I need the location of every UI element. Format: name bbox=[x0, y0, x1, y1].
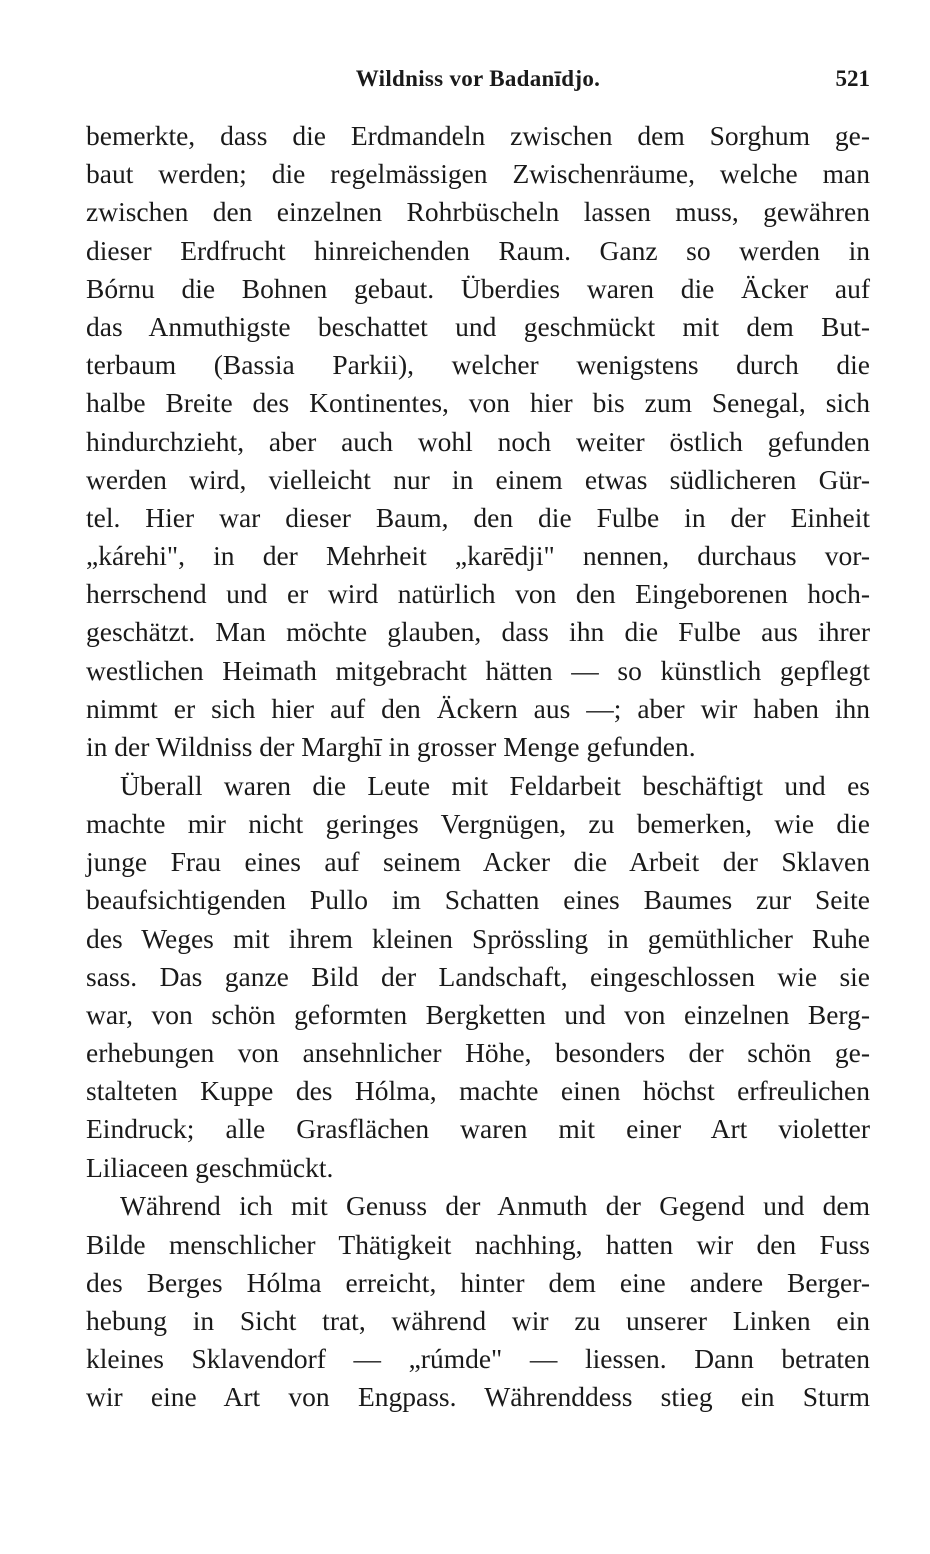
text-line: halbe Breite des Kontinentes, von hier bis zum Senegal, sich bbox=[86, 387, 870, 419]
text-line: erhebungen von ansehnlicher Höhe, besonders der schön ge- bbox=[86, 1037, 870, 1069]
text-line: Bilde menschlicher Thätigkeit nachhing, hatten wir den Fuss bbox=[86, 1228, 870, 1260]
body-text bbox=[86, 117, 870, 1417]
text-line: wir eine Art von Engpass. Währenddess stieg ein Sturm bbox=[86, 1381, 870, 1413]
text-line: dieser Erdfrucht hinreichenden Raum. Ganz so werden in bbox=[86, 234, 870, 266]
text-line: bemerkte, dass die Erdmandeln zwischen dem Sorghum ge- bbox=[86, 120, 870, 151]
text-line: des Berges Hólma erreicht, hinter dem eine andere Berger- bbox=[86, 1266, 870, 1298]
text-line: Überall waren die Leute mit Feldarbeit beschäftigt und es bbox=[120, 769, 870, 801]
text-line: baut werden; die regelmässigen Zwischenräume, welche man bbox=[86, 158, 870, 190]
text-line: stalteten Kuppe des Hólma, machte einen höchst erfreulichen bbox=[86, 1075, 870, 1107]
text-line: „kárehi", in der Mehrheit „karēdji" nennen, durchaus vor- bbox=[86, 540, 870, 572]
text-line: kleines Sklavendorf — „rúmde" — liessen. Dann betraten bbox=[86, 1343, 870, 1375]
running-head: Wildniss vor Badanīdjo. bbox=[355, 66, 601, 91]
text-line: herrschend und er wird natürlich von den Eingeborenen hoch- bbox=[86, 578, 870, 610]
text-line: des Weges mit ihrem kleinen Sprössling in gemüthlicher Ruhe bbox=[86, 922, 870, 954]
text-line: terbaum (Bassia Parkii), welcher wenigstens durch die bbox=[86, 349, 870, 381]
paragraph-1 bbox=[86, 117, 870, 766]
text-line: Eindruck; alle Grasflächen waren mit einer Art violetter bbox=[86, 1113, 870, 1145]
text-line: das Anmuthigste beschattet und geschmückt mit dem But- bbox=[86, 310, 870, 342]
text-line: hebung in Sicht trat, während wir zu unserer Linken ein bbox=[86, 1305, 870, 1336]
text-line: Während ich mit Genuss der Anmuth der Gegend und dem bbox=[120, 1190, 870, 1222]
text-line: war, von schön geformten Bergketten und von einzelnen Berg- bbox=[86, 998, 870, 1030]
text-line: tel. Hier war dieser Baum, den die Fulbe in der Einheit bbox=[86, 501, 870, 533]
text-line: geschätzt. Man möchte glauben, dass ihn die Fulbe aus ihrer bbox=[86, 616, 870, 648]
text-line: nimmt er sich hier auf den Äckern aus —; aber wir haben ihn bbox=[86, 692, 870, 724]
page-header bbox=[86, 66, 870, 102]
paragraph-2 bbox=[86, 767, 870, 1187]
text-line: westlichen Heimath mitgebracht hätten — so künstlich gepflegt bbox=[86, 654, 870, 686]
text-line: beaufsichtigenden Pullo im Schatten eines Baumes zur Seite bbox=[86, 884, 870, 916]
text-line: machte mir nicht geringes Vergnügen, zu bemerken, wie die bbox=[86, 807, 870, 839]
text-line: Bórnu die Bohnen gebaut. Überdies waren die Äcker auf bbox=[86, 272, 870, 304]
text-line: junge Frau eines auf seinem Acker die Arbeit der Sklaven bbox=[86, 846, 870, 878]
text-line: hindurchzieht, aber auch wohl noch weiter östlich gefunden bbox=[86, 425, 870, 457]
text-line: werden wird, vielleicht nur in einem etwas südlicheren Gür- bbox=[86, 463, 870, 495]
text-line: zwischen den einzelnen Rohrbüscheln lassen muss, gewähren bbox=[86, 196, 870, 228]
page-number: 521 bbox=[835, 66, 870, 91]
text-line: in der Wildniss der Marghī in grosser Menge gefunden. bbox=[86, 731, 696, 762]
text-line: Liliaceen geschmückt. bbox=[86, 1151, 334, 1183]
text-line: sass. Das ganze Bild der Landschaft, eingeschlossen wie sie bbox=[86, 960, 870, 992]
paragraph-3 bbox=[86, 1187, 870, 1416]
